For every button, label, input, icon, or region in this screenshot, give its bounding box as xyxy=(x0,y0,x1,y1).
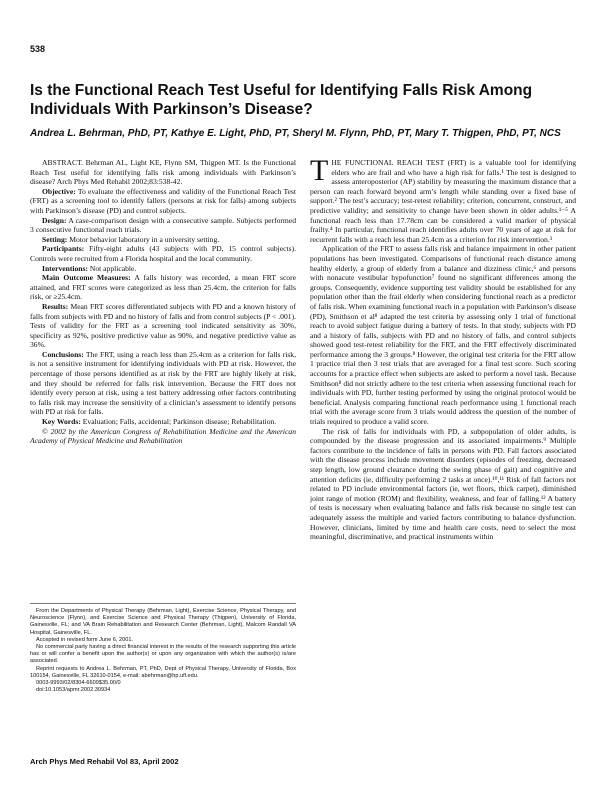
page-number: 538 xyxy=(30,44,46,54)
keywords-label: Key Words: xyxy=(42,417,81,427)
abstract-keywords xyxy=(30,417,296,427)
abstract-results xyxy=(30,302,296,350)
author-list: Andrea L. Behrman, PhD, PT, Kathye E. Light, PhD, PT, Sheryl M. Flynn, PhD, PT, Mary T. Thigpen, PhD, PT, NCS xyxy=(30,128,561,139)
footnote-issn: 0003-9993/02/8304-6609$35.00/0 xyxy=(36,680,121,687)
results-label: Results: xyxy=(42,301,69,311)
abstract-setting xyxy=(30,235,296,245)
body-column xyxy=(310,154,576,542)
abstract-objective xyxy=(30,187,296,216)
journal-footer: Arch Phys Med Rehabil Vol 83, April 2002 xyxy=(30,757,179,766)
design-label: Design: xyxy=(42,215,67,225)
results-text: Mean FRT scores differentiated subjects with PD and a known history of falls from subjects with PD and no history of falls and from control subjects (P < .001). Tests of validity for the FRT as a screening tool indicated sensitivity as 30%, specificity as 92%, positive predictive value as 90%, and negative predictive value as 36%. xyxy=(30,301,296,350)
interventions-label: Interventions: xyxy=(42,263,88,273)
design-text: A case-comparison design with a consecutive sample. Subjects performed 3 consecutive functional reach trials. xyxy=(30,215,296,235)
abstract-design xyxy=(30,216,296,235)
objective-text: To evaluate the effectiveness and validity of the Functional Reach Test (FRT) as a screening tool to identify fallers (persons at risk for falls) among subjects with Parkinson’s disease (PD) and control subjects. xyxy=(30,186,296,215)
lead-caps: HE FUNCTIONAL REACH TEST xyxy=(331,158,445,167)
keywords-text: Evaluation; Falls, accidental; Parkinson disease; Rehabilitation. xyxy=(82,417,277,427)
footnote-doi: doi:10.1053/apmr.2002.30934 xyxy=(36,687,111,694)
objective-label: Objective: xyxy=(42,186,76,196)
footnote-accepted: Accepted in revised form June 6, 2001. xyxy=(36,636,134,643)
copyright-notice: © 2002 by the American Congress of Rehabilitation Medicine and the American Academy of Physical Medicine and Rehabilitation xyxy=(30,426,296,446)
article-title: Is the Functional Reach Test Useful for Identifying Falls Risk Among Individuals With Parkinson’s Disease? xyxy=(30,82,533,118)
footnote-affiliations: From the Departments of Physical Therapy (Behrman, Light), Exercise Science, Physical Therapy, and Neuroscience (Flynn), and Exercise Science and Physical Therapy (Thigpen), University of Florida, Gainesville, FL; and VA Brain Rehabilitation and Research Center (Behrman, Light), Malcom Randall VA Hospital, Gainesville, FL. xyxy=(30,608,296,636)
measures-text: A falls history was recorded, a mean FRT score attained, and FRT scores were categorized as less than 25.4cm, the criterion for falls risk, or ≥25.4cm. xyxy=(30,273,297,302)
measures-label: Main Outcome Measures: xyxy=(42,273,131,283)
conclusions-label: Conclusions: xyxy=(42,349,84,359)
conclusions-text: The FRT, using a reach less than 25.4cm as a criterion for falls risk, is not a sensitive instrument for identifying individuals with PD at risk. However, the percentage of those persons identified as at risk by the FRT are highly likely at risk, and they should be referred for falls risk intervention. Because the FRT does not identify every person at risk, using a test battery addressing other factors contributing to falls risk may increase the sensitivity of a clinician’s assessment to identify persons with PD at risk for falls. xyxy=(30,349,296,417)
footnote-divider xyxy=(30,603,296,604)
body-paragraph-1-text: (FRT) is a valuable tool for identifying elders who are frail and who have a high risk for falls.¹ The test is designed to assess anteroposterior (AP) stability by measuring the maximum distance that a person can reach forward beyond arm’s length while standing over a fixed base of support.² The test’s accuracy; test-retest reliability; criterion, concurrent, construct, and predictive validity; and sensitivity to change have been shown in older adults.¹⁻⁵ A functional reach less than 17.78cm can be considered a valid marker of physical frailty.⁴ In particular, functional reach identifies adults over 70 years of age at risk for recurrent falls with a reach less than 25.4cm as a criterion for risk intervention.³ xyxy=(310,158,576,244)
body-paragraph-2: Application of the FRT to assess falls risk and balance impairment in other patient populations has been investigated. Comparisons of functional reach distance among healthy elderly, a group of elderly from a balance and dizziness clinic,⁶ and persons with nonacute vestibular hypofunction⁷ found no significant differences among the groups. Consequently, evidence supporting test validity should be established for any population other than the frail elderly when considering functional reach as a predictor of falls risk. When examining functional reach in a population with Parkinson’s disease (PD), Smithson et al⁸ adapted the test criteria by assessing only 1 trial of functional reach to avoid subject fatigue during a battery of tests. In that study, subjects with PD and a history of falls, subjects with PD and no history of falls, and control subjects showed good test-retest reliability for the FRT, and the FRT effectively discriminated performance among the 3 groups.⁸ However, the original test criteria for the FRT allow 1 practice trial then 3 test trials that are averaged for a final test score. Such scoring accounts for a practice effect when subjects are asked to perform a novel task. Because Smithson⁸ did not strictly adhere to the test criteria when assessing functional reach for individuals with PD, further testing performed by using the original protocol would be beneficial. Analysis comparing functional reach performance using 1 functional reach trial with the average score from 3 trials would address the question of the number of trials required to produce a valid score. xyxy=(310,244,576,427)
abstract-conclusions xyxy=(30,350,296,417)
setting-label: Setting: xyxy=(42,234,68,244)
abstract-citation: ABSTRACT. Behrman AL, Light KE, Flynn SM, Thigpen MT. Is the Functional Reach Test useful for identifying falls risk among individuals with Parkinson’s disease? Arch Phys Med Rehabil 2002;83:538-42. xyxy=(30,158,296,187)
body-paragraph-1 xyxy=(310,154,576,244)
footnotes xyxy=(30,603,296,694)
footnote-no-commercial: No commercial party having a direct financial interest in the results of the research supporting this article has or will confer a benefit upon the author(s) or upon any organization with which the author(s) is/are associated. xyxy=(30,644,296,665)
participants-label: Participants: xyxy=(42,244,85,254)
abstract-measures xyxy=(30,273,296,302)
abstract-column xyxy=(30,158,296,446)
body-paragraph-3: The risk of falls for individuals with PD, a subpopulation of older adults, is compounded by the disease progression and its associated impairments.⁹ Multiple factors contribute to the incidence of falls in persons with PD. Fall factors associated with the disease process include movement disorders (episodes of freezing, decreased step length, low ground clearance during the swing phase of gait) and cognitive and attention deficits (ie, difficulty performing 2 tasks at once).¹⁰,¹¹ Risk of fall factors not related to PD include environmental factors (ie, wet floors, thick carpet), diminished joint range of motion (ROM) and flexibility, weakness, and fear of falling.¹² A battery of tests is necessary when evaluating balance and falls risk because no single test can adequately assess the multiple and varied factors contributing to balance dysfunction. However, clinicians, limited by time and health care costs, need to select the most meaningful, discriminative, and practical instruments within xyxy=(310,426,576,542)
footnote-reprint: Reprint requests to Andrea L. Behrman, PT, PhD, Dept of Physical Therapy, University of Florida, Box 100154, Gainesville, FL 32610-0154, e-mail: abehrman@hp.ufl.edu. xyxy=(30,665,296,679)
abstract-participants xyxy=(30,244,296,263)
abstract-interventions xyxy=(30,264,296,274)
participants-text: Fifty-eight adults (43 subjects with PD, 15 control subjects). Controls were recruited from a Florida hospital and the local community. xyxy=(30,244,296,263)
drop-cap: T xyxy=(310,154,329,187)
setting-text: Motor behavior laboratory in a university setting. xyxy=(69,234,220,244)
interventions-text: Not applicable. xyxy=(89,263,137,273)
